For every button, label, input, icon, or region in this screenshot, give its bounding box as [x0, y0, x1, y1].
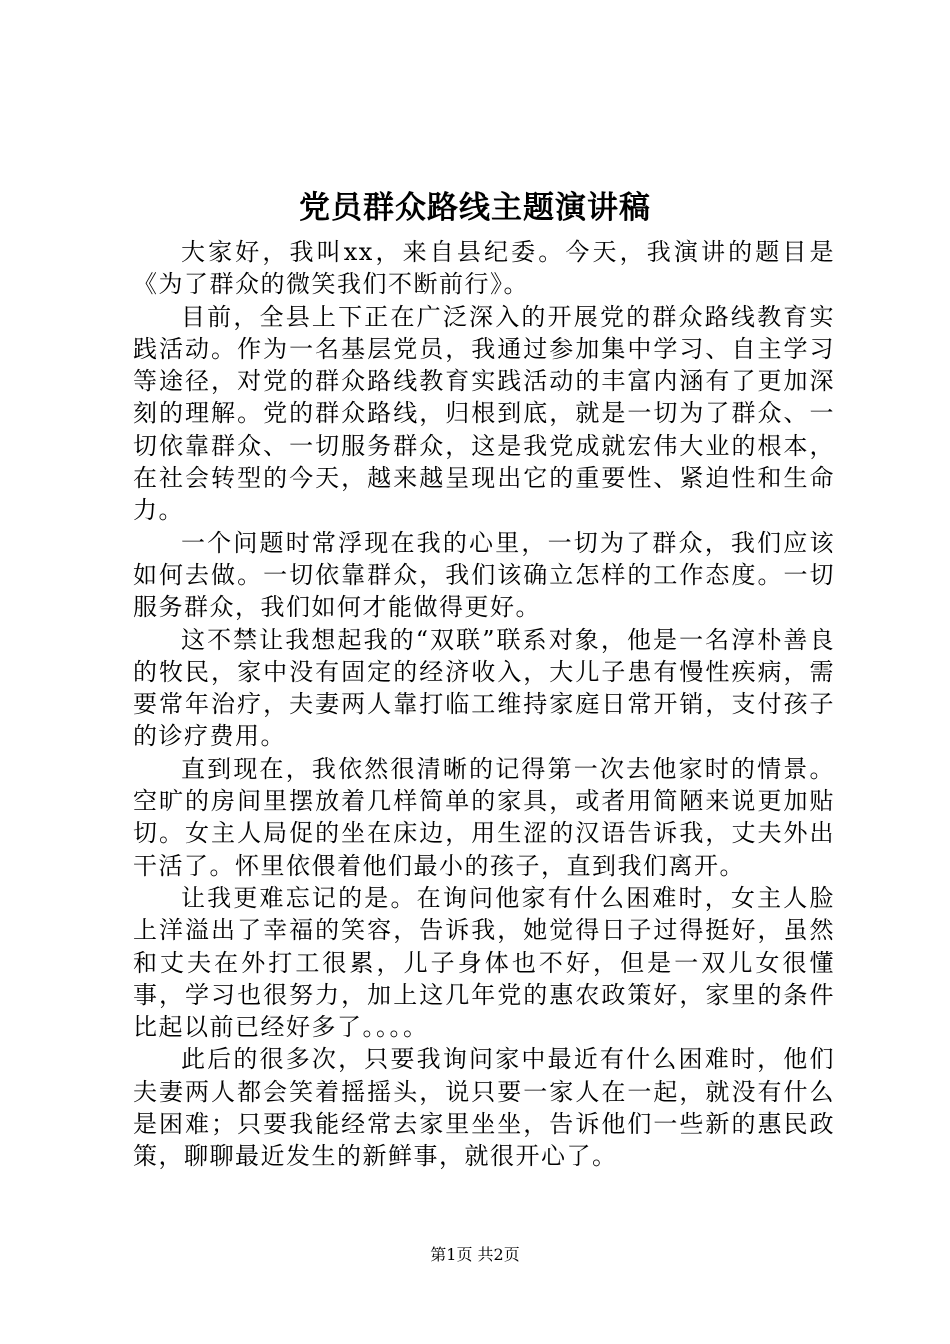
document-title: 党员群众路线主题演讲稿 [299, 190, 651, 226]
paragraph: 直到现在，我依然很清晰的记得第一次去他家时的情景。空旷的房间里摆放着几样简单的家具，或者用简陋来说更加贴切。女主人局促的坐在床边，用生涩的汉语告诉我，丈夫外出干活了。怀里依偎着他们最小的孩子，直到我们离开。 [133, 754, 835, 880]
page-footer: 第1页 共2页 [430, 1245, 520, 1264]
paragraph: 这不禁让我想起我的“双联”联系对象，他是一名淳朴善良的牧民，家中没有固定的经济收入，大儿子患有慢性疾病，需要常年治疗，夫妻两人靠打临工维持家庭日常开销，支付孩子的诊疗费用。 [133, 625, 835, 751]
paragraph: 一个问题时常浮现在我的心里，一切为了群众，我们应该如何去做。一切依靠群众，我们该确立怎样的工作态度。一切服务群众，我们如何才能做得更好。 [133, 528, 835, 622]
paragraph: 大家好，我叫xx，来自县纪委。今天，我演讲的题目是《为了群众的微笑我们不断前行》。 [133, 238, 835, 299]
paragraph: 此后的很多次，只要我询问家中最近有什么困难时，他们夫妻两人都会笑着摇摇头，说只要一家人在一起，就没有什么是困难；只要我能经常去家里坐坐，告诉他们一些新的惠民政策，聊聊最近发生的新鲜事，就很开心了。 [133, 1045, 835, 1171]
paragraph: 目前，全县上下正在广泛深入的开展党的群众路线教育实践活动。作为一名基层党员，我通过参加集中学习、自主学习等途径，对党的群众路线教育实践活动的丰富内涵有了更加深刻的理解。党的群众路线，归根到底，就是一切为了群众、一切依靠群众、一切服务群众，这是我党成就宏伟大业的根本，在社会转型的今天，越来越呈现出它的重要性、紧迫性和生命力。 [133, 302, 835, 525]
paragraph: 让我更难忘记的是。在询问他家有什么困难时，女主人脸上洋溢出了幸福的笑容，告诉我，她觉得日子过得挺好，虽然和丈夫在外打工很累，儿子身体也不好，但是一双儿女很懂事，学习也很努力，加上这几年党的惠农政策好，家里的条件比起以前已经好多了。。。。 [133, 883, 835, 1042]
document-body [133, 236, 835, 1173]
